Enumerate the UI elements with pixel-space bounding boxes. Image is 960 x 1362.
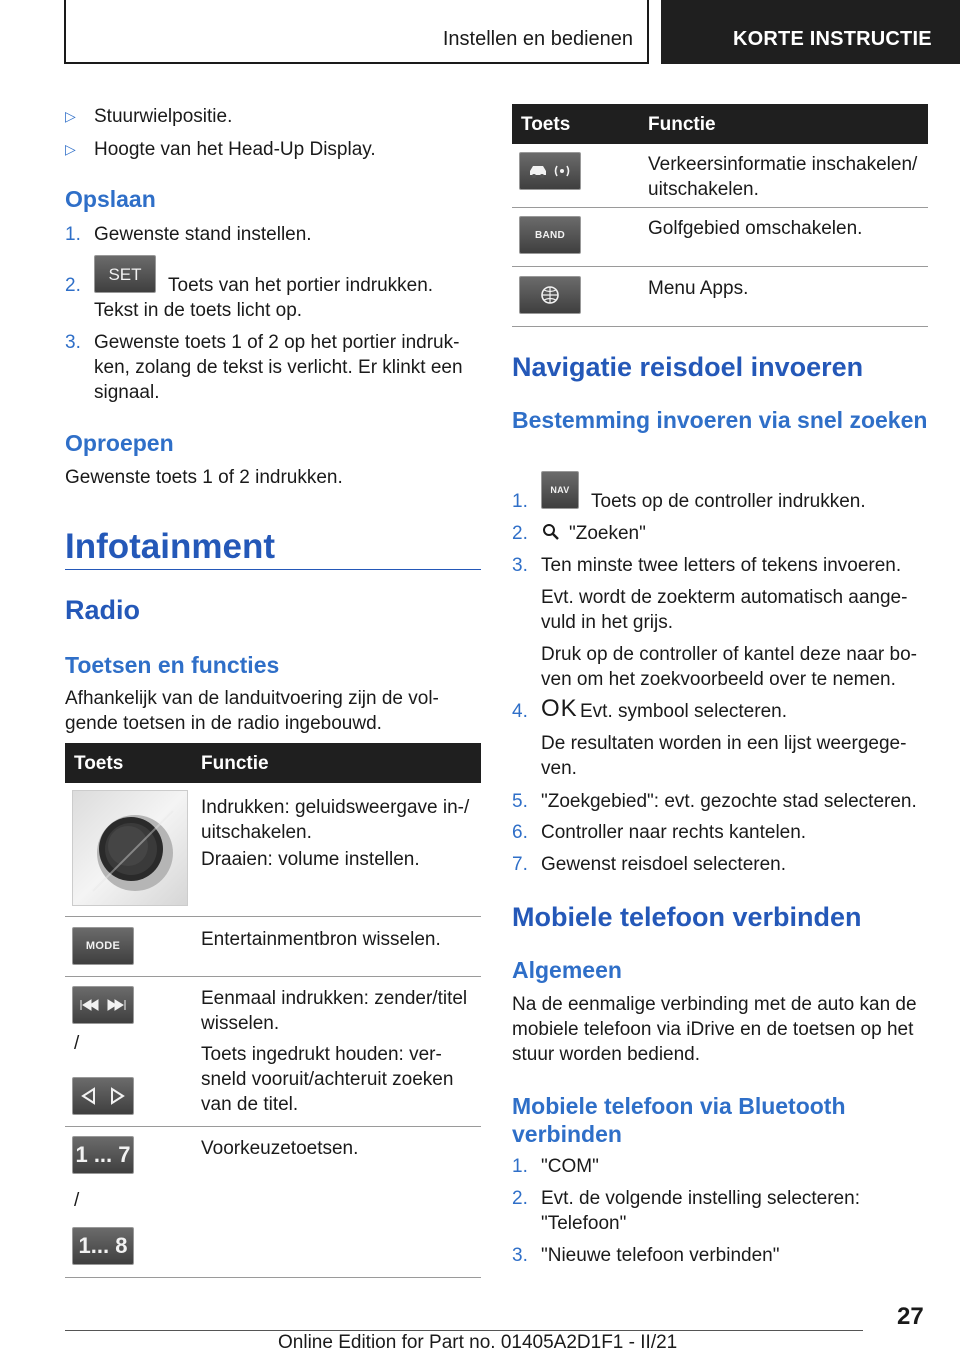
preset-1-8-key-icon: 1... 8 (72, 1227, 134, 1265)
heading-mobiele: Mobiele telefoon verbinden (512, 902, 862, 932)
page-number: 27 (897, 1303, 924, 1330)
row-divider (512, 266, 928, 267)
heading-toetsen: Toetsen en functies (65, 652, 280, 678)
algemeen-text: Na de eenmalige verbinding met de auto kan de mobiele telefoon via iDrive en de toetsen op het stuur worden bediend. (512, 994, 917, 1065)
heading-bestemming: Bestemming invoeren via snel zoeken (512, 407, 928, 433)
ok-symbol-icon: OK (541, 695, 578, 722)
section-rule (65, 569, 481, 570)
heading-oproepen: Oproepen (65, 430, 174, 456)
heading-bluetooth: Mobiele telefoon via Bluetooth verbinden (512, 1093, 846, 1147)
table-header: Toets Functie (512, 104, 928, 144)
row-divider (65, 1277, 481, 1278)
globe-icon (539, 284, 561, 306)
header-section-box (64, 0, 649, 64)
seek-arrows-icon (78, 1087, 128, 1105)
preset-1-7-key-icon: 1 ... 7 (72, 1136, 134, 1174)
row-divider (512, 207, 928, 208)
set-key-icon: SET (94, 255, 156, 293)
search-icon (542, 523, 560, 541)
band-key-icon: BAND (519, 216, 581, 254)
skip-track-key-icon (72, 986, 134, 1024)
row-divider (65, 1126, 481, 1127)
traffic-info-key-icon (519, 152, 581, 190)
row-divider (512, 326, 928, 327)
header-chapter-tab: KORTE INSTRUCTIE (661, 0, 960, 64)
footer-rule (65, 1330, 863, 1331)
triangle-bullet-icon: ▷ (65, 141, 76, 157)
heading-infotainment: Infotainment (65, 527, 275, 566)
table-header: Toets Functie (65, 743, 481, 783)
header-section-title: Instellen en bedienen (442, 28, 633, 50)
heading-opslaan: Opslaan (65, 186, 156, 212)
apps-key-icon (519, 276, 581, 314)
heading-algemeen: Algemeen (512, 957, 622, 983)
skip-back-forward-icon (78, 997, 128, 1013)
row-divider (65, 976, 481, 977)
volume-knob-image (72, 790, 188, 906)
volume-knob-icon (73, 791, 189, 907)
toetsen-intro: Afhankelijk van de landuitvoering zijn de vol-gende toetsen in de radio ingebouwd. (65, 688, 439, 734)
footer-edition: Online Edition for Part no. 01405A2D1F1 - II/21 (278, 1332, 678, 1353)
seek-key-icon (72, 1077, 134, 1115)
list-item: 2. SET Toets van het portier indrukken. Tekst in de toets licht op. (65, 273, 481, 323)
row-divider (65, 916, 481, 917)
mode-key-icon: MODE (72, 927, 134, 965)
nav-key-icon: NAV (541, 471, 579, 509)
heading-navigatie: Navigatie reisdoel invoeren (512, 352, 864, 382)
heading-radio: Radio (65, 595, 141, 625)
oproepen-text: Gewenste toets 1 of 2 indrukken. (65, 467, 343, 488)
traffic-info-icon (526, 161, 574, 181)
triangle-bullet-icon: ▷ (65, 108, 76, 124)
